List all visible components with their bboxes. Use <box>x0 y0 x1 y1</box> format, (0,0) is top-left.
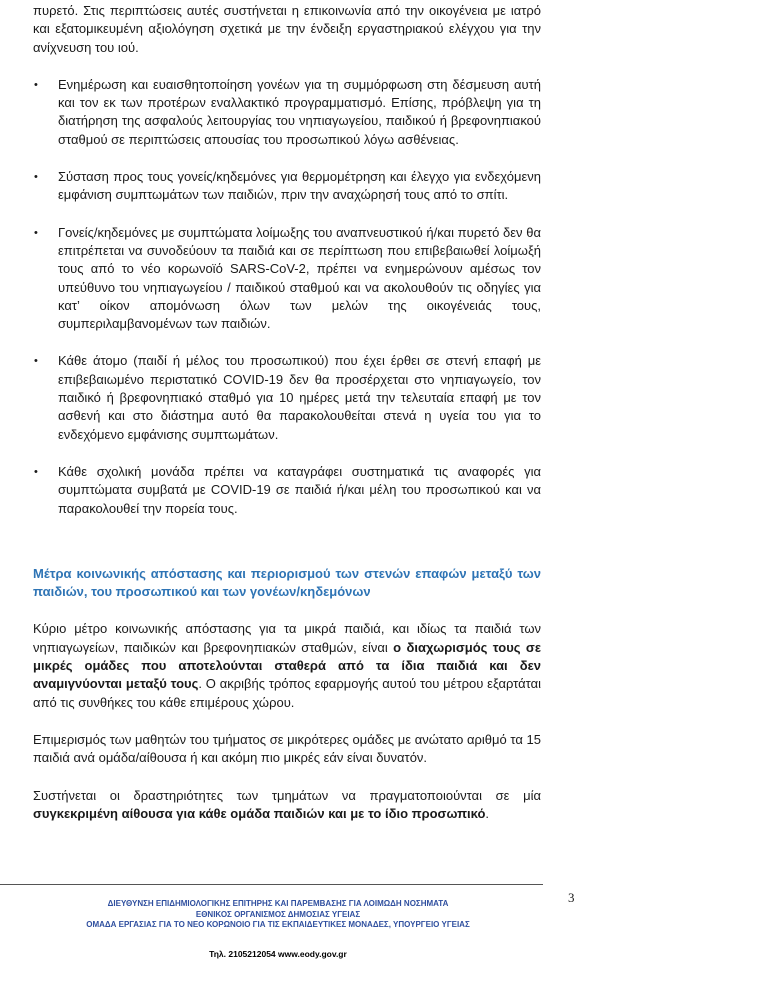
body-paragraph <box>33 787 541 824</box>
footer-line: ΔΙΕΥΘΥΝΣΗ ΕΠΙΔΗΜΙΟΛΟΓΙΚΗΣ ΕΠΙΤΗΡΗΣ ΚΑΙ ΠΑΡΕΜΒΑΣΗΣ ΓΙΑ ΛΟΙΜΩΔΗ ΝΟΣΗΜΑΤΑ <box>107 899 449 908</box>
bullet-text: Κάθε άτομο (παιδί ή μέλος του προσωπικού) που έχει έρθει σε στενή επαφή με επιβεβαιωμένο περιστατικό COVID-19 δεν θα προσέρχεται στο νηπιαγωγείο, τον παιδικό ή βρεφονηπιακό σταθμό για 10 ημέρες μετά την τελευταία επαφή με τον ασθενή και στο διάστημα αυτό θα παρακολουθείται στενά η υγεία του για το ενδεχόμενο εμφάνισης συμπτωμάτων. <box>58 353 541 442</box>
bullet-dot-icon: • <box>34 226 38 239</box>
section-heading: Μέτρα κοινωνικής απόστασης και περιορισμού των στενών επαφών μεταξύ των παιδιών, του προσωπικού και των γονέων/κηδεμόνων <box>33 565 541 600</box>
page-body <box>33 2 541 823</box>
page-footer <box>0 899 556 959</box>
text-run: Κύριο μέτρο κοινωνικής απόστασης για τα μικρά παιδιά, και ιδίως τα παιδιά των νηπιαγωγείων, παιδικών και βρεφονηπιακών σταθμών, είναι <box>33 621 541 655</box>
bullet-item <box>33 76 541 149</box>
text-run: Συστήνεται οι δραστηριότητες των τμημάτων να πραγματοποιούνται σε μία <box>33 787 541 803</box>
bullet-item <box>33 352 541 443</box>
bullet-item <box>33 168 541 205</box>
bullet-item <box>33 224 541 334</box>
footer-contact: Τηλ. 2105212054 www.eody.gov.gr <box>209 948 347 959</box>
bullet-text: Σύσταση προς τους γονείς/κηδεμόνες για θερμομέτρηση και έλεγχο για ενδεχόμενη εμφάνιση συμπτωμάτων των παιδιών, πριν την αναχώρησή τους από το σπίτι. <box>58 169 541 203</box>
bullet-dot-icon: • <box>34 465 38 478</box>
page-number: 3 <box>568 890 575 905</box>
footer-line: ΟΜΑΔΑ ΕΡΓΑΣΙΑΣ ΓΙΑ ΤΟ ΝΕΟ ΚΟΡΩΝΟΙΟ ΓΙΑ ΤΙΣ ΕΚΠΑΙΔΕΥΤΙΚΕΣ ΜΟΝΑΔΕΣ, ΥΠΟΥΡΓΕΙΟ ΥΓΕΙΑΣ <box>86 920 470 929</box>
text-run: . <box>485 805 490 821</box>
bold-text: συγκεκριμένη αίθουσα για κάθε ομάδα παιδιών και με το ίδιο προσωπικό <box>33 805 486 821</box>
bullet-text: Ενημέρωση και ευαισθητοποίηση γονέων για τη συμμόρφωση στη δέσμευση αυτή και τον εκ των προτέρων εναλλακτικό προγραμματισμό. Επίσης, πρόβλεψη για τη διατήρηση της ασφαλούς λειτουργίας του νηπιαγωγείου, παιδικού ή βρεφονηπιακού σταθμού σε περιπτώσεις απουσίας του προσωπικού λόγω ασθένειας. <box>58 76 541 147</box>
bullet-item <box>33 463 541 518</box>
continued-paragraph: πυρετό. Στις περιπτώσεις αυτές συστήνεται η επικοινωνία από την οικογένεια με ιατρό και εξατομικευμένη αξιολόγηση σχετικά με την ένδειξη εργαστηριακού ελέγχου για την ανίχνευση του ιού. <box>33 3 541 55</box>
body-paragraph <box>33 620 541 711</box>
bullet-dot-icon: • <box>34 171 38 184</box>
body-paragraph: Επιμερισμός των μαθητών του τμήματος σε μικρότερες ομάδες με ανώτατο αριθμό τα 15 παιδιά ανά ομάδα/αίθουσα ή και ακόμη πιο μικρές εάν είναι δυνατόν. <box>33 731 541 766</box>
footer-divider <box>0 884 543 885</box>
footer-line: ΕΘΝΙΚΟΣ ΟΡΓΑΝΙΣΜΟΣ ΔΗΜΟΣΙΑΣ ΥΓΕΙΑΣ <box>195 909 361 919</box>
bullet-text: Γονείς/κηδεμόνες με συμπτώματα λοίμωξης του αναπνευστικού ή/και πυρετό δεν θα επιτρέπεται να συνοδεύουν τα παιδιά και σε περίπτωση που επιβεβαιωθεί λοίμωξή τους από το νέο κορωνοϊό SARS-CoV-2, πρέπει να ενημερώνουν αμέσως τον υπεύθυνο του νηπιαγωγείου / παιδικού σταθμού και να ακολουθούν τις οδηγίες για κατ’ οίκον απομόνωση όλων των μελών της οικογένειάς τους, συμπεριλαμβανομένων των παιδιών. <box>58 224 541 332</box>
bullet-dot-icon: • <box>34 355 38 368</box>
bullet-dot-icon: • <box>34 78 38 91</box>
bold-text: ο διαχωρισμός τους σε μικρές ομάδες που αποτελούνται σταθερά από τα ίδια παιδιά και δεν αναμιγνύονται μεταξύ τους <box>33 639 541 692</box>
bullet-text: Κάθε σχολική μονάδα πρέπει να καταγράφει συστηματικά τις αναφορές για συμπτώματα συμβατά με COVID-19 σε παιδιά ή/και μέλη του προσωπικού και να παρακολουθεί την πορεία τους. <box>58 463 541 516</box>
text-run: . Ο ακριβής τρόπος εφαρμογής αυτού του μέτρου εξαρτάται από τις συνθήκες του κάθε επιμέρους χώρου. <box>33 676 541 710</box>
